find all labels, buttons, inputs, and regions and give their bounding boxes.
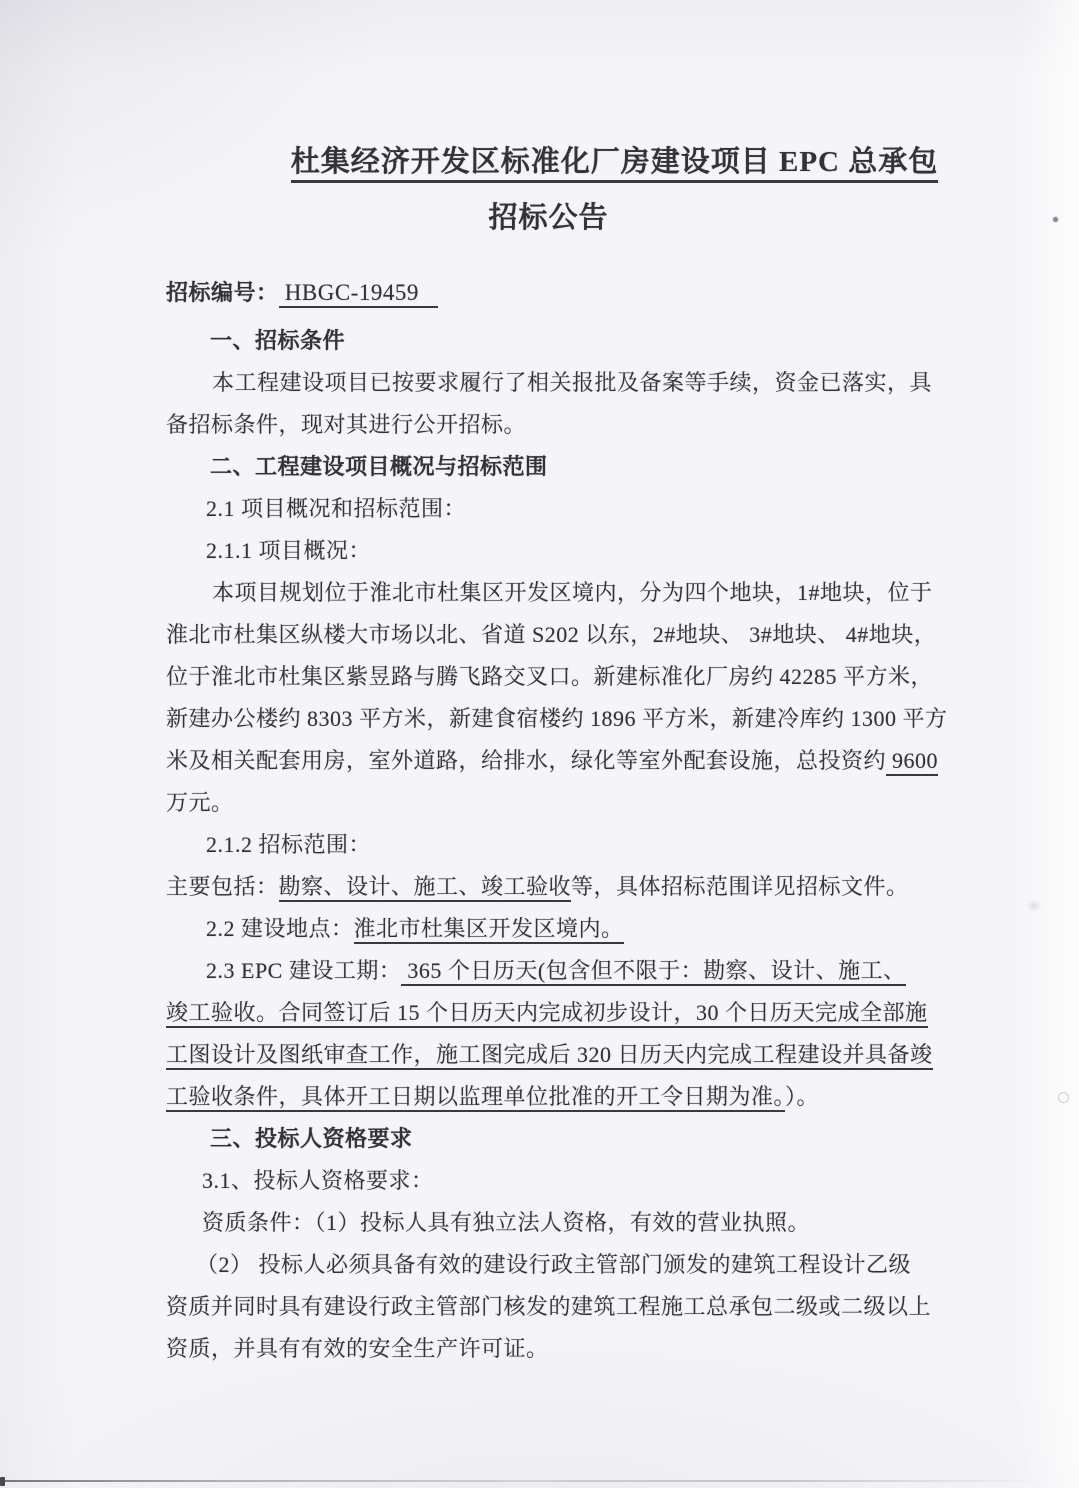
text-segment: 位于淮北市杜集区紫昱路与腾飞路交叉口。新建标准化厂房约 42285 平方米， <box>166 664 934 689</box>
text-segment: 2.1.1 项目概况： <box>206 538 372 563</box>
para-line <box>166 698 966 740</box>
doc-title-line2 <box>0 196 1079 240</box>
text-segment: 一、招标条件 <box>210 328 346 353</box>
text-segment: 资质条件：（1）投标人具有独立法人资格，有效的营业执照。 <box>202 1210 811 1235</box>
para-line <box>166 362 966 404</box>
heading-2-1 <box>166 488 966 530</box>
text-segment: 2.1 项目概况和招标范围： <box>206 496 467 521</box>
underlined-text: 竣工验收。合同签订后 15 个日历天内完成初步设计，30 个日历天完成全部施 <box>166 1000 928 1028</box>
underlined-text: 工验收条件，具体开工日期以监理单位批准的开工令日期为准。 <box>166 1084 785 1112</box>
text-segment: 本工程建设项目已按要求履行了相关报批及备案等手续，资金已落实，具 <box>212 370 933 395</box>
para-line <box>166 1286 966 1328</box>
para-line <box>166 656 966 698</box>
underlined-text: 工图设计及图纸审查工作，施工图完成后 320 日历天内完成工程建设并具备竣 <box>166 1042 933 1070</box>
text-segment: 本项目规划位于淮北市杜集区开发区境内，分为四个地块，1#地块，位于 <box>212 580 933 605</box>
paper-corner-mark <box>0 1477 5 1486</box>
paper-smudge <box>1026 900 1042 912</box>
heading-2-2 <box>166 908 966 950</box>
para-line <box>166 572 966 614</box>
text-segment: 万元。 <box>166 790 234 815</box>
underlined-text: 淮北市杜集区开发区境内。 <box>354 916 624 944</box>
para-line <box>166 740 966 782</box>
heading-2-1-1 <box>166 530 966 572</box>
heading-section-3 <box>166 1118 966 1160</box>
text-segment: ）。 <box>785 1084 820 1109</box>
text-segment: 3.1、投标人资格要求： <box>202 1168 434 1193</box>
paper-bottom-edge <box>0 1480 1079 1482</box>
heading-2-3 <box>166 950 966 992</box>
text-segment: （2） 投标人必须具备有效的建设行政主管部门颁发的建筑工程设计乙级 <box>196 1252 912 1277</box>
tender-number-line <box>166 272 966 314</box>
document-content <box>166 140 966 1370</box>
para-line <box>166 1076 966 1118</box>
para-line <box>166 992 966 1034</box>
text-segment: 等，具体招标范围详见招标文件。 <box>571 874 909 899</box>
para-line <box>166 1034 966 1076</box>
para-line <box>166 866 966 908</box>
text-segment: 资质并同时具有建设行政主管部门核发的建筑工程施工总承包二级或二级以上 <box>166 1294 932 1319</box>
text-segment: 主要包括： <box>166 874 279 899</box>
paper-speck <box>1052 216 1059 223</box>
underlined-text: HBGC-19459 <box>279 280 438 308</box>
para-line <box>166 404 966 446</box>
text-segment: 招标编号： <box>166 280 279 305</box>
para-line <box>166 1244 966 1286</box>
text-segment: 米及相关配套用房，室外道路，给排水，绿化等室外配套设施，总投资约 <box>166 748 887 773</box>
heading-section-1 <box>166 320 966 362</box>
para-line <box>166 1202 966 1244</box>
underlined-text: 杜集经济开发区标准化厂房建设项目 EPC 总承包 <box>291 146 939 183</box>
text-segment: 招标公告 <box>488 202 609 234</box>
text-segment: 2.3 EPC 建设工期： <box>206 958 402 983</box>
underlined-text: 9600 <box>886 748 938 776</box>
para-line <box>166 1328 966 1370</box>
text-segment: 新建办公楼约 8303 平方米，新建食宿楼约 1896 平方米，新建冷库约 1300 平方 <box>166 706 948 731</box>
text-segment: 淮北市杜集区纵楼大市场以北、省道 S202 以东，2#地块、 3#地块、 4#地块， <box>166 622 937 647</box>
text-segment: 资质，并具有有效的安全生产许可证。 <box>166 1336 549 1361</box>
text-segment: 2.2 建设地点： <box>206 916 354 941</box>
underlined-text: 365 个日历天(包含但不限于：勘察、设计、施工、 <box>401 958 905 986</box>
para-line <box>166 614 966 656</box>
heading-section-2 <box>166 446 966 488</box>
text-segment: 三、投标人资格要求 <box>210 1126 413 1151</box>
text-segment: 备招标条件，现对其进行公开招标。 <box>166 412 527 437</box>
underlined-text: 勘察、设计、施工、竣工验收 <box>279 874 572 902</box>
doc-title-line1 <box>0 140 1079 184</box>
text-segment: 2.1.2 招标范围： <box>206 832 372 857</box>
text-segment: 二、工程建设项目概况与招标范围 <box>210 454 548 479</box>
heading-2-1-2 <box>166 824 966 866</box>
para-line <box>166 782 966 824</box>
heading-3-1 <box>166 1160 966 1202</box>
paper-speck <box>1058 1092 1069 1103</box>
